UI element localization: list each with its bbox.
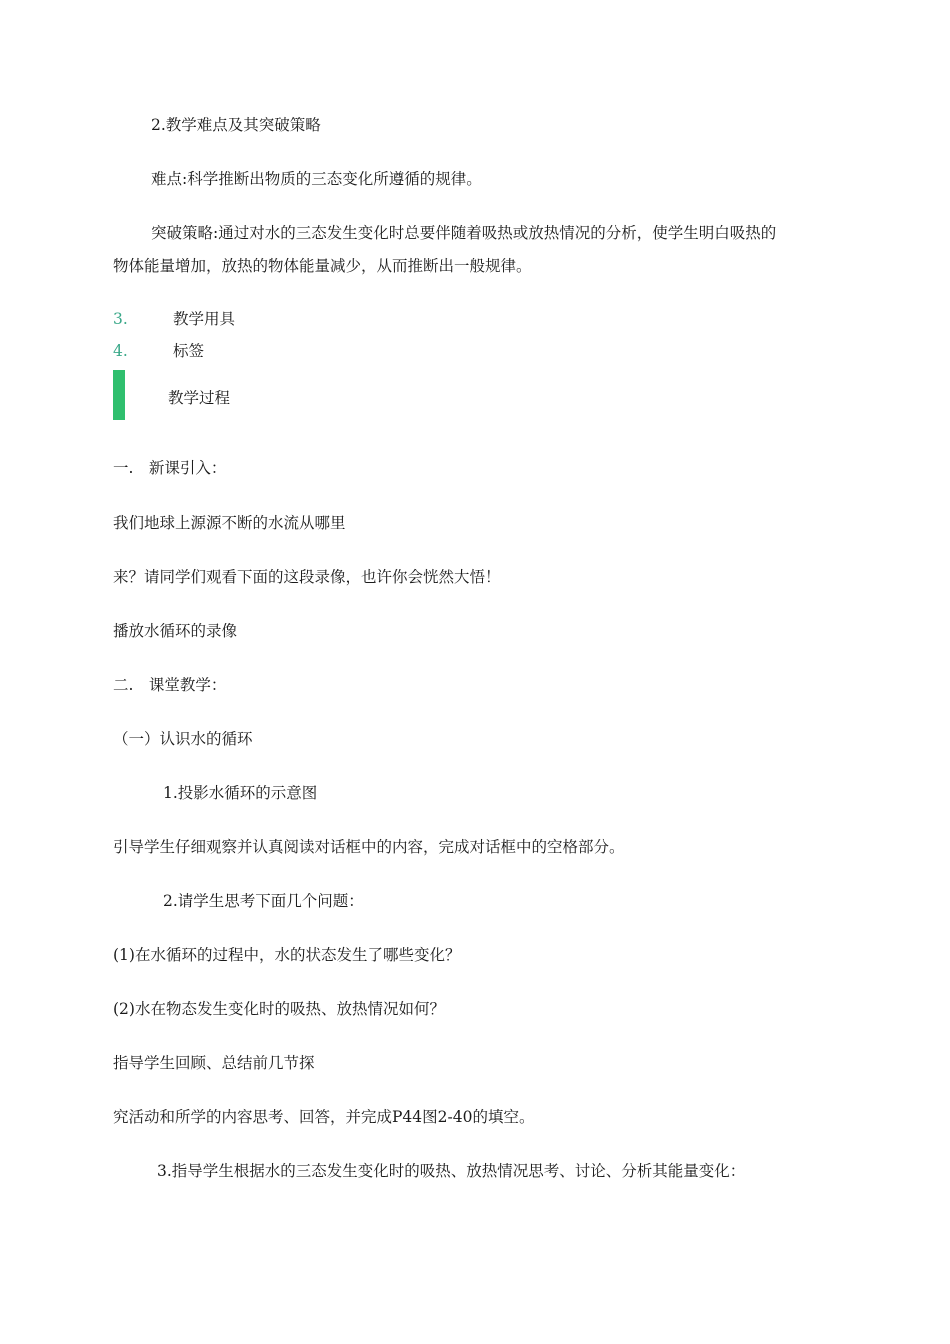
question-1: (1)在水循环的过程中，水的状态发生了哪些变化？ <box>113 946 461 964</box>
paragraph: 究活动和所学的内容思考、回答，并完成P44图2-40的填空。 <box>113 1108 535 1126</box>
heading-new-lesson: 一. 新课引入： <box>113 459 227 477</box>
paragraph: 播放水循环的录像 <box>113 622 238 640</box>
paragraph-difficulty: 难点:科学推断出物质的三态变化所遵循的规律。 <box>151 170 482 188</box>
paragraph-strategy-line1: 突破策略:通过对水的三态发生变化时总要伴随着吸热或放热情况的分析，使学生明白吸热的 <box>151 224 777 242</box>
paragraph: 引导学生仔细观察并认真阅读对话框中的内容，完成对话框中的空格部分。 <box>113 838 625 856</box>
section-heading: 教学过程 <box>168 389 231 407</box>
heading-classroom-teaching: 二. 课堂教学： <box>113 676 227 694</box>
paragraph: 来？请同学们观看下面的这段录像，也许你会恍然大悟！ <box>113 568 501 586</box>
list-item-label: 标签 <box>173 342 205 360</box>
list-item-number: 4. <box>113 342 128 360</box>
paragraph: 2.请学生思考下面几个问题： <box>163 892 364 910</box>
question-2: (2)水在物态发生变化时的吸热、放热情况如何？ <box>113 1000 445 1018</box>
section-accent-bar <box>113 370 125 420</box>
paragraph-difficulty-title: 2.教学难点及其突破策略 <box>151 116 321 134</box>
paragraph-strategy-line2: 物体能量增加，放热的物体能量减少，从而推断出一般规律。 <box>113 257 532 275</box>
subheading-water-cycle: （一）认识水的循环 <box>113 730 253 748</box>
paragraph: 1.投影水循环的示意图 <box>163 784 318 802</box>
list-item-number: 3. <box>113 310 128 328</box>
paragraph: 指导学生回顾、总结前几节探 <box>113 1054 315 1072</box>
list-item-label: 教学用具 <box>173 310 236 328</box>
paragraph: 我们地球上源源不断的水流从哪里 <box>113 514 346 532</box>
paragraph: 3.指导学生根据水的三态发生变化时的吸热、放热情况思考、讨论、分析其能量变化： <box>157 1162 746 1180</box>
